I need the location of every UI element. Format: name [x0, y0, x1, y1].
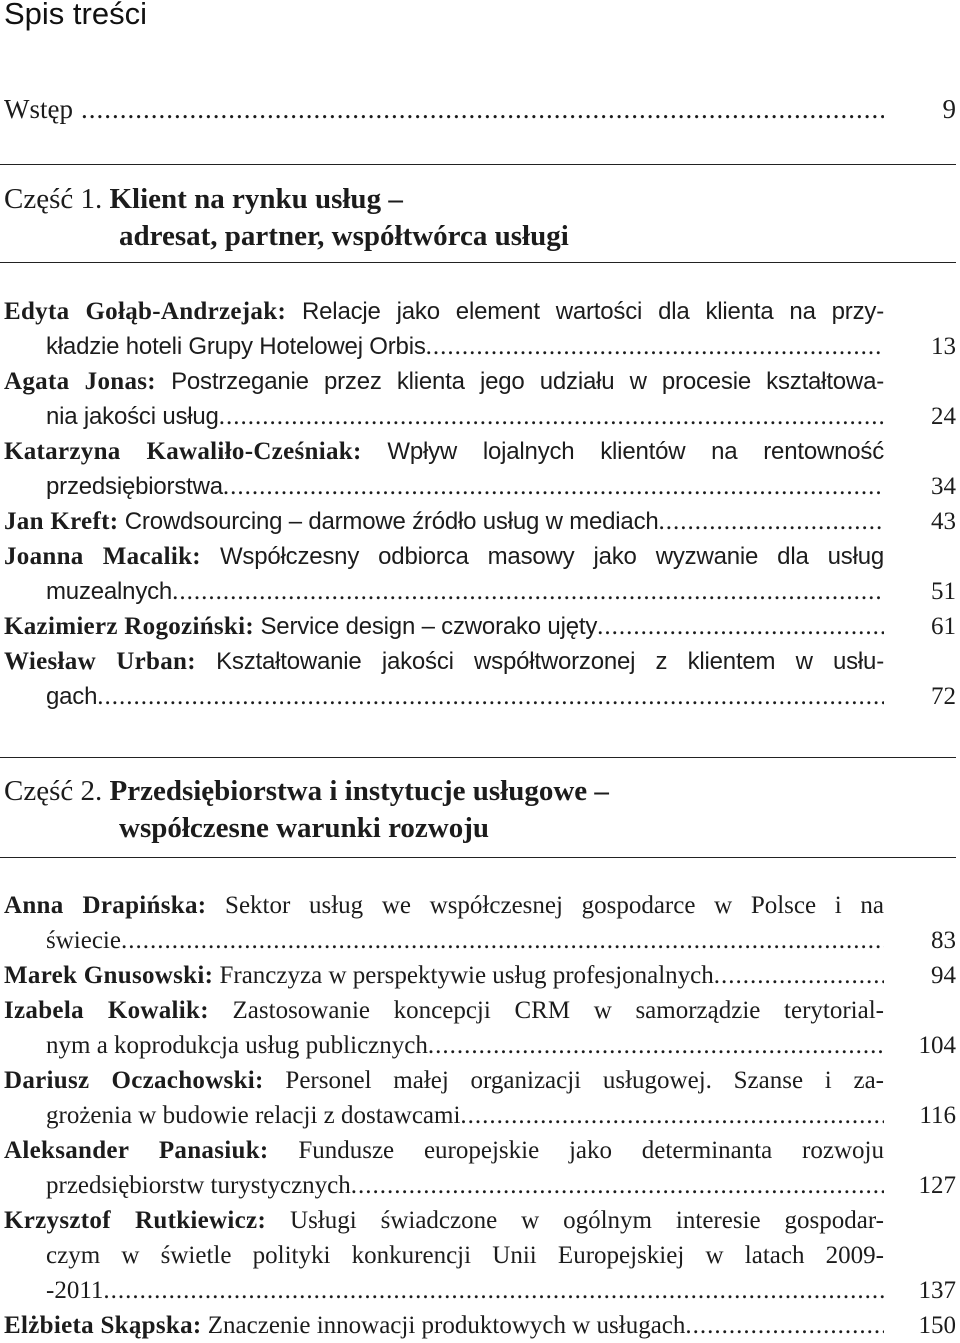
- toc-entry[interactable]: [4, 1203, 956, 1308]
- dot-leader: [351, 1168, 884, 1203]
- entry-title-continued: przedsiębiorstw turystycznych: [46, 1172, 351, 1199]
- toc-entry[interactable]: [4, 609, 956, 644]
- entry-title: Zastosowanie koncepcji CRM w samorządzie terytorial-: [208, 997, 884, 1024]
- entry-title: Wpływ lojalnych klientów na rentowność: [361, 438, 884, 465]
- page-title: Spis treści: [4, 0, 147, 31]
- entry-title: Fundusze europejskie jako determinanta rozwoju: [268, 1137, 884, 1164]
- divider: [0, 262, 956, 263]
- entry-title-continued: -2011: [46, 1277, 104, 1304]
- page-number: 9: [942, 94, 956, 124]
- dot-leader: [428, 1028, 884, 1063]
- entry-title-continued: grożenia w budowie relacji z dostawcami: [46, 1102, 461, 1129]
- dot-leader: [460, 1098, 884, 1133]
- page-number: 24: [931, 403, 956, 430]
- page-number: 43: [931, 508, 956, 535]
- part-title-line1: Przedsiębiorstwa i instytucje usługowe –: [109, 775, 609, 807]
- intro-title: Wstęp: [4, 94, 73, 124]
- entry-title: Relacje jako element wartości dla klienta na przy-: [286, 298, 884, 325]
- entry-author: Edyta Gołąb-Andrzejak:: [4, 298, 287, 325]
- entry-title: Kształtowanie jakości współtworzonej z klientem w usłu-: [195, 648, 884, 675]
- toc-entry[interactable]: [4, 1063, 956, 1133]
- entry-title-continued: gach: [46, 683, 98, 710]
- page-number: 137: [918, 1277, 956, 1304]
- toc-entry[interactable]: [4, 1308, 956, 1343]
- part-2-heading: [4, 773, 884, 847]
- dot-leader: [219, 399, 884, 434]
- dot-leader: [121, 923, 884, 958]
- dot-leader: [685, 1308, 884, 1343]
- divider: [0, 857, 956, 858]
- toc-entry[interactable]: [4, 1133, 956, 1203]
- page-number: 127: [918, 1172, 956, 1199]
- entry-author: Katarzyna Kawaliło-Cześniak:: [4, 438, 362, 465]
- toc-entry[interactable]: [4, 504, 956, 539]
- page-number: 72: [931, 683, 956, 710]
- entry-title-continued: kładzie hoteli Grupy Hotelowej Orbis: [46, 333, 426, 360]
- part-title-line2: adresat, partner, współtwórca usługi: [119, 220, 569, 252]
- entry-author: Wiesław Urban:: [4, 648, 196, 675]
- part-title-line2: współczesne warunki rozwoju: [119, 812, 490, 844]
- entry-author: Kazimierz Rogoziński:: [4, 613, 255, 640]
- page-number: 104: [918, 1032, 956, 1059]
- page-number: 94: [931, 962, 956, 989]
- dot-leader: [426, 329, 884, 364]
- entry-author: Joanna Macalik:: [4, 543, 201, 570]
- dot-leader: [97, 679, 884, 714]
- entry-author: Anna Drapińska:: [4, 892, 207, 919]
- entry-title: Service design – czworako ujęty: [254, 613, 598, 640]
- toc-entry[interactable]: [4, 888, 956, 958]
- toc-entry[interactable]: [4, 434, 956, 504]
- entry-title-continued: czym w świetle polityki konkurencji Unii Europejskiej w latach 2009-: [46, 1242, 884, 1269]
- entry-title: Znaczenie innowacji produktowych w usługach: [201, 1312, 686, 1339]
- divider: [0, 757, 956, 758]
- entry-title: Personel małej organizacji usługowej. Szanse i za-: [263, 1067, 884, 1094]
- entry-author: Agata Jonas:: [4, 368, 156, 395]
- dot-leader: [172, 574, 884, 609]
- dot-leader: [103, 1273, 884, 1308]
- page-number: 34: [931, 473, 956, 500]
- part-title-line1: Klient na rynku usług –: [109, 183, 403, 215]
- page-number: 83: [931, 927, 956, 954]
- page-number: 61: [931, 613, 956, 640]
- entry-author: Elżbieta Skąpska:: [4, 1312, 202, 1339]
- toc-entry-intro[interactable]: [4, 92, 956, 127]
- dot-leader: [81, 92, 884, 127]
- page-number: 150: [918, 1312, 956, 1339]
- toc-entry[interactable]: [4, 993, 956, 1063]
- entry-author: Dariusz Oczachowski:: [4, 1067, 264, 1094]
- page-number: 116: [919, 1102, 956, 1129]
- page-number: 51: [931, 578, 956, 605]
- dot-leader: [223, 469, 884, 504]
- toc-entry[interactable]: [4, 294, 956, 364]
- entry-title: Crowdsourcing – darmowe źródło usług w mediach: [118, 508, 659, 535]
- toc-entry[interactable]: [4, 644, 956, 714]
- entry-title-continued: przedsiębiorstwa: [46, 473, 223, 500]
- entry-title-continued: nia jakości usług: [46, 403, 219, 430]
- toc-entry[interactable]: [4, 539, 956, 609]
- part-number: Część 1.: [4, 183, 103, 215]
- entry-title-continued: świecie: [46, 927, 121, 954]
- part-number: Część 2.: [4, 775, 103, 807]
- entry-title: Postrzeganie przez klienta jego udziału w procesie kształtowa-: [155, 368, 884, 395]
- entry-author: Marek Gnusowski:: [4, 962, 214, 989]
- part-1-heading: [4, 181, 884, 255]
- entry-title: Sektor usług we współczesnej gospodarce w Polsce i na: [206, 892, 884, 919]
- entry-title-continued: nym a koprodukcja usług publicznych: [46, 1032, 428, 1059]
- dot-leader: [597, 609, 884, 644]
- dot-leader: [659, 504, 884, 539]
- divider: [0, 164, 956, 165]
- entry-title: Franczyza w perspektywie usług profesjonalnych: [213, 962, 714, 989]
- dot-leader: [714, 958, 884, 993]
- toc-entry[interactable]: [4, 364, 956, 434]
- entry-author: Izabela Kowalik:: [4, 997, 209, 1024]
- entry-title: Współczesny odbiorca masowy jako wyzwanie dla usług: [200, 543, 884, 570]
- entry-author: Jan Kreft:: [4, 508, 119, 535]
- toc-entry[interactable]: [4, 958, 956, 993]
- entry-author: Krzysztof Rutkiewicz:: [4, 1207, 267, 1234]
- page-number: 13: [931, 333, 956, 360]
- entry-author: Aleksander Panasiuk:: [4, 1137, 269, 1164]
- entry-title-continued: muzealnych: [46, 578, 173, 605]
- entry-title: Usługi świadczone w ogólnym interesie gospodar-: [266, 1207, 884, 1234]
